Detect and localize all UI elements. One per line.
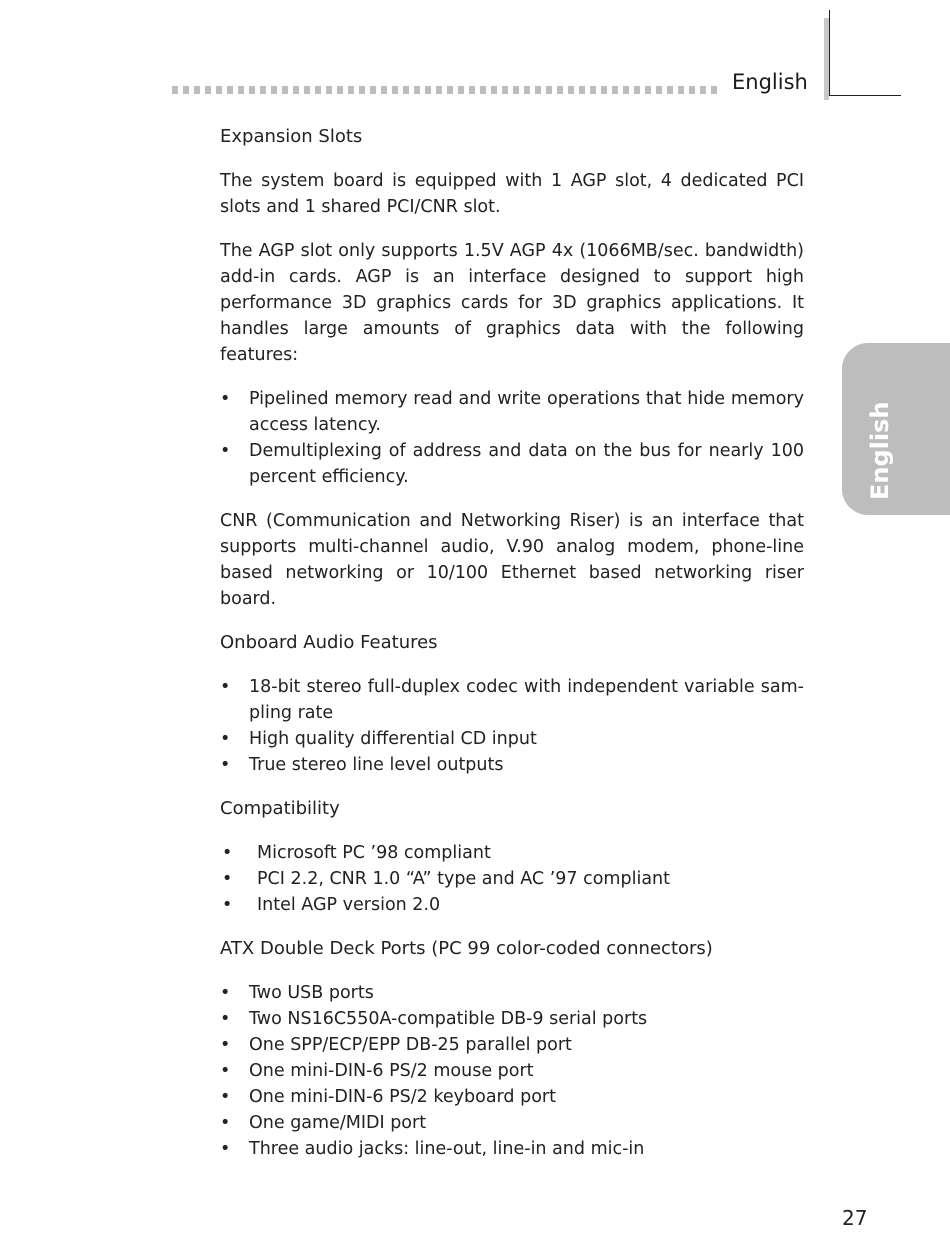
section-heading-audio: Onboard Audio Features	[220, 632, 438, 653]
bullet-mark: •	[220, 1139, 231, 1159]
list-item	[220, 1110, 804, 1136]
list-item	[220, 674, 804, 726]
bullet-mark: •	[222, 869, 233, 889]
bullet-mark: •	[220, 441, 231, 461]
list-item-text: Microsoft PC ’98 compliant	[257, 843, 491, 863]
bullet-mark: •	[220, 755, 231, 775]
bullet-mark: •	[220, 1061, 231, 1081]
header-dot-rule	[172, 86, 718, 94]
audio-features-list	[220, 674, 804, 778]
corner-mark-horizontal	[829, 95, 901, 96]
bullet-mark: •	[220, 389, 231, 409]
list-item	[220, 1084, 804, 1110]
list-item	[220, 892, 804, 918]
list-item	[220, 752, 804, 778]
page-content	[220, 124, 804, 1180]
list-item	[220, 386, 804, 438]
list-item-text: 18-bit stereo full-duplex codec with independent variable sam-pling rate	[249, 677, 804, 723]
bullet-mark: •	[220, 983, 231, 1003]
bullet-mark: •	[220, 1113, 231, 1133]
list-item	[220, 980, 804, 1006]
list-item	[220, 840, 804, 866]
side-language-tab-label: English	[866, 401, 894, 500]
list-item-text: Three audio jacks: line-out, line-in and mic-in	[249, 1139, 645, 1159]
page-number: 27	[842, 1206, 868, 1230]
bullet-mark: •	[220, 677, 231, 697]
section-heading-compatibility: Compatibility	[220, 798, 340, 819]
list-item	[220, 438, 804, 490]
agp-features-list	[220, 386, 804, 490]
bullet-mark: •	[220, 729, 231, 749]
list-item-text: True stereo line level outputs	[249, 755, 504, 775]
compatibility-list	[220, 840, 804, 918]
bullet-mark: •	[220, 1035, 231, 1055]
bullet-mark: •	[222, 843, 233, 863]
list-item	[220, 1058, 804, 1084]
list-item-text: PCI 2.2, CNR 1.0 “A” type and AC ’97 compliant	[257, 869, 670, 889]
section-heading-atx-ports: ATX Double Deck Ports (PC 99 color-coded connectors)	[220, 938, 713, 959]
header-language: English	[732, 70, 808, 94]
bullet-mark: •	[222, 895, 233, 915]
atx-ports-list	[220, 980, 804, 1162]
list-item	[220, 1006, 804, 1032]
section-heading-expansion-slots: Expansion Slots	[220, 126, 363, 147]
bullet-mark: •	[220, 1087, 231, 1107]
list-item-text: Pipelined memory read and write operations that hide memory access latency.	[249, 389, 804, 435]
list-item	[220, 866, 804, 892]
list-item	[220, 726, 804, 752]
list-item-text: High quality differential CD input	[249, 729, 537, 749]
list-item-text: Intel AGP version 2.0	[257, 895, 441, 915]
bullet-mark: •	[220, 1009, 231, 1029]
list-item-text: One game/MIDI port	[249, 1113, 427, 1133]
corner-mark-vertical	[829, 10, 830, 96]
paragraph-agp-description: The AGP slot only supports 1.5V AGP 4x (1066MB/sec. bandwidth) add-in cards. AGP is an interface designed to support high performance 3D graphics cards for 3D graphics applications. It handles large amounts of graphics data with the following features:	[220, 241, 804, 365]
paragraph-slot-summary: The system board is equipped with 1 AGP slot, 4 dedicated PCI slots and 1 shared PCI/CNR slot.	[220, 171, 804, 217]
list-item-text: Demultiplexing of address and data on the bus for nearly 100 percent efficiency.	[249, 441, 804, 487]
side-language-tab	[842, 343, 950, 515]
list-item-text: One mini-DIN-6 PS/2 keyboard port	[249, 1087, 556, 1107]
list-item-text: Two NS16C550A-compatible DB-9 serial ports	[249, 1009, 648, 1029]
list-item	[220, 1032, 804, 1058]
paragraph-cnr-description: CNR (Communication and Networking Riser) is an interface that supports multi-channel audio, V.90 analog modem, phone-line based networking or 10/100 Ethernet based networking riser board.	[220, 511, 804, 609]
list-item	[220, 1136, 804, 1162]
list-item-text: Two USB ports	[249, 983, 374, 1003]
list-item-text: One mini-DIN-6 PS/2 mouse port	[249, 1061, 534, 1081]
list-item-text: One SPP/ECP/EPP DB-25 parallel port	[249, 1035, 572, 1055]
